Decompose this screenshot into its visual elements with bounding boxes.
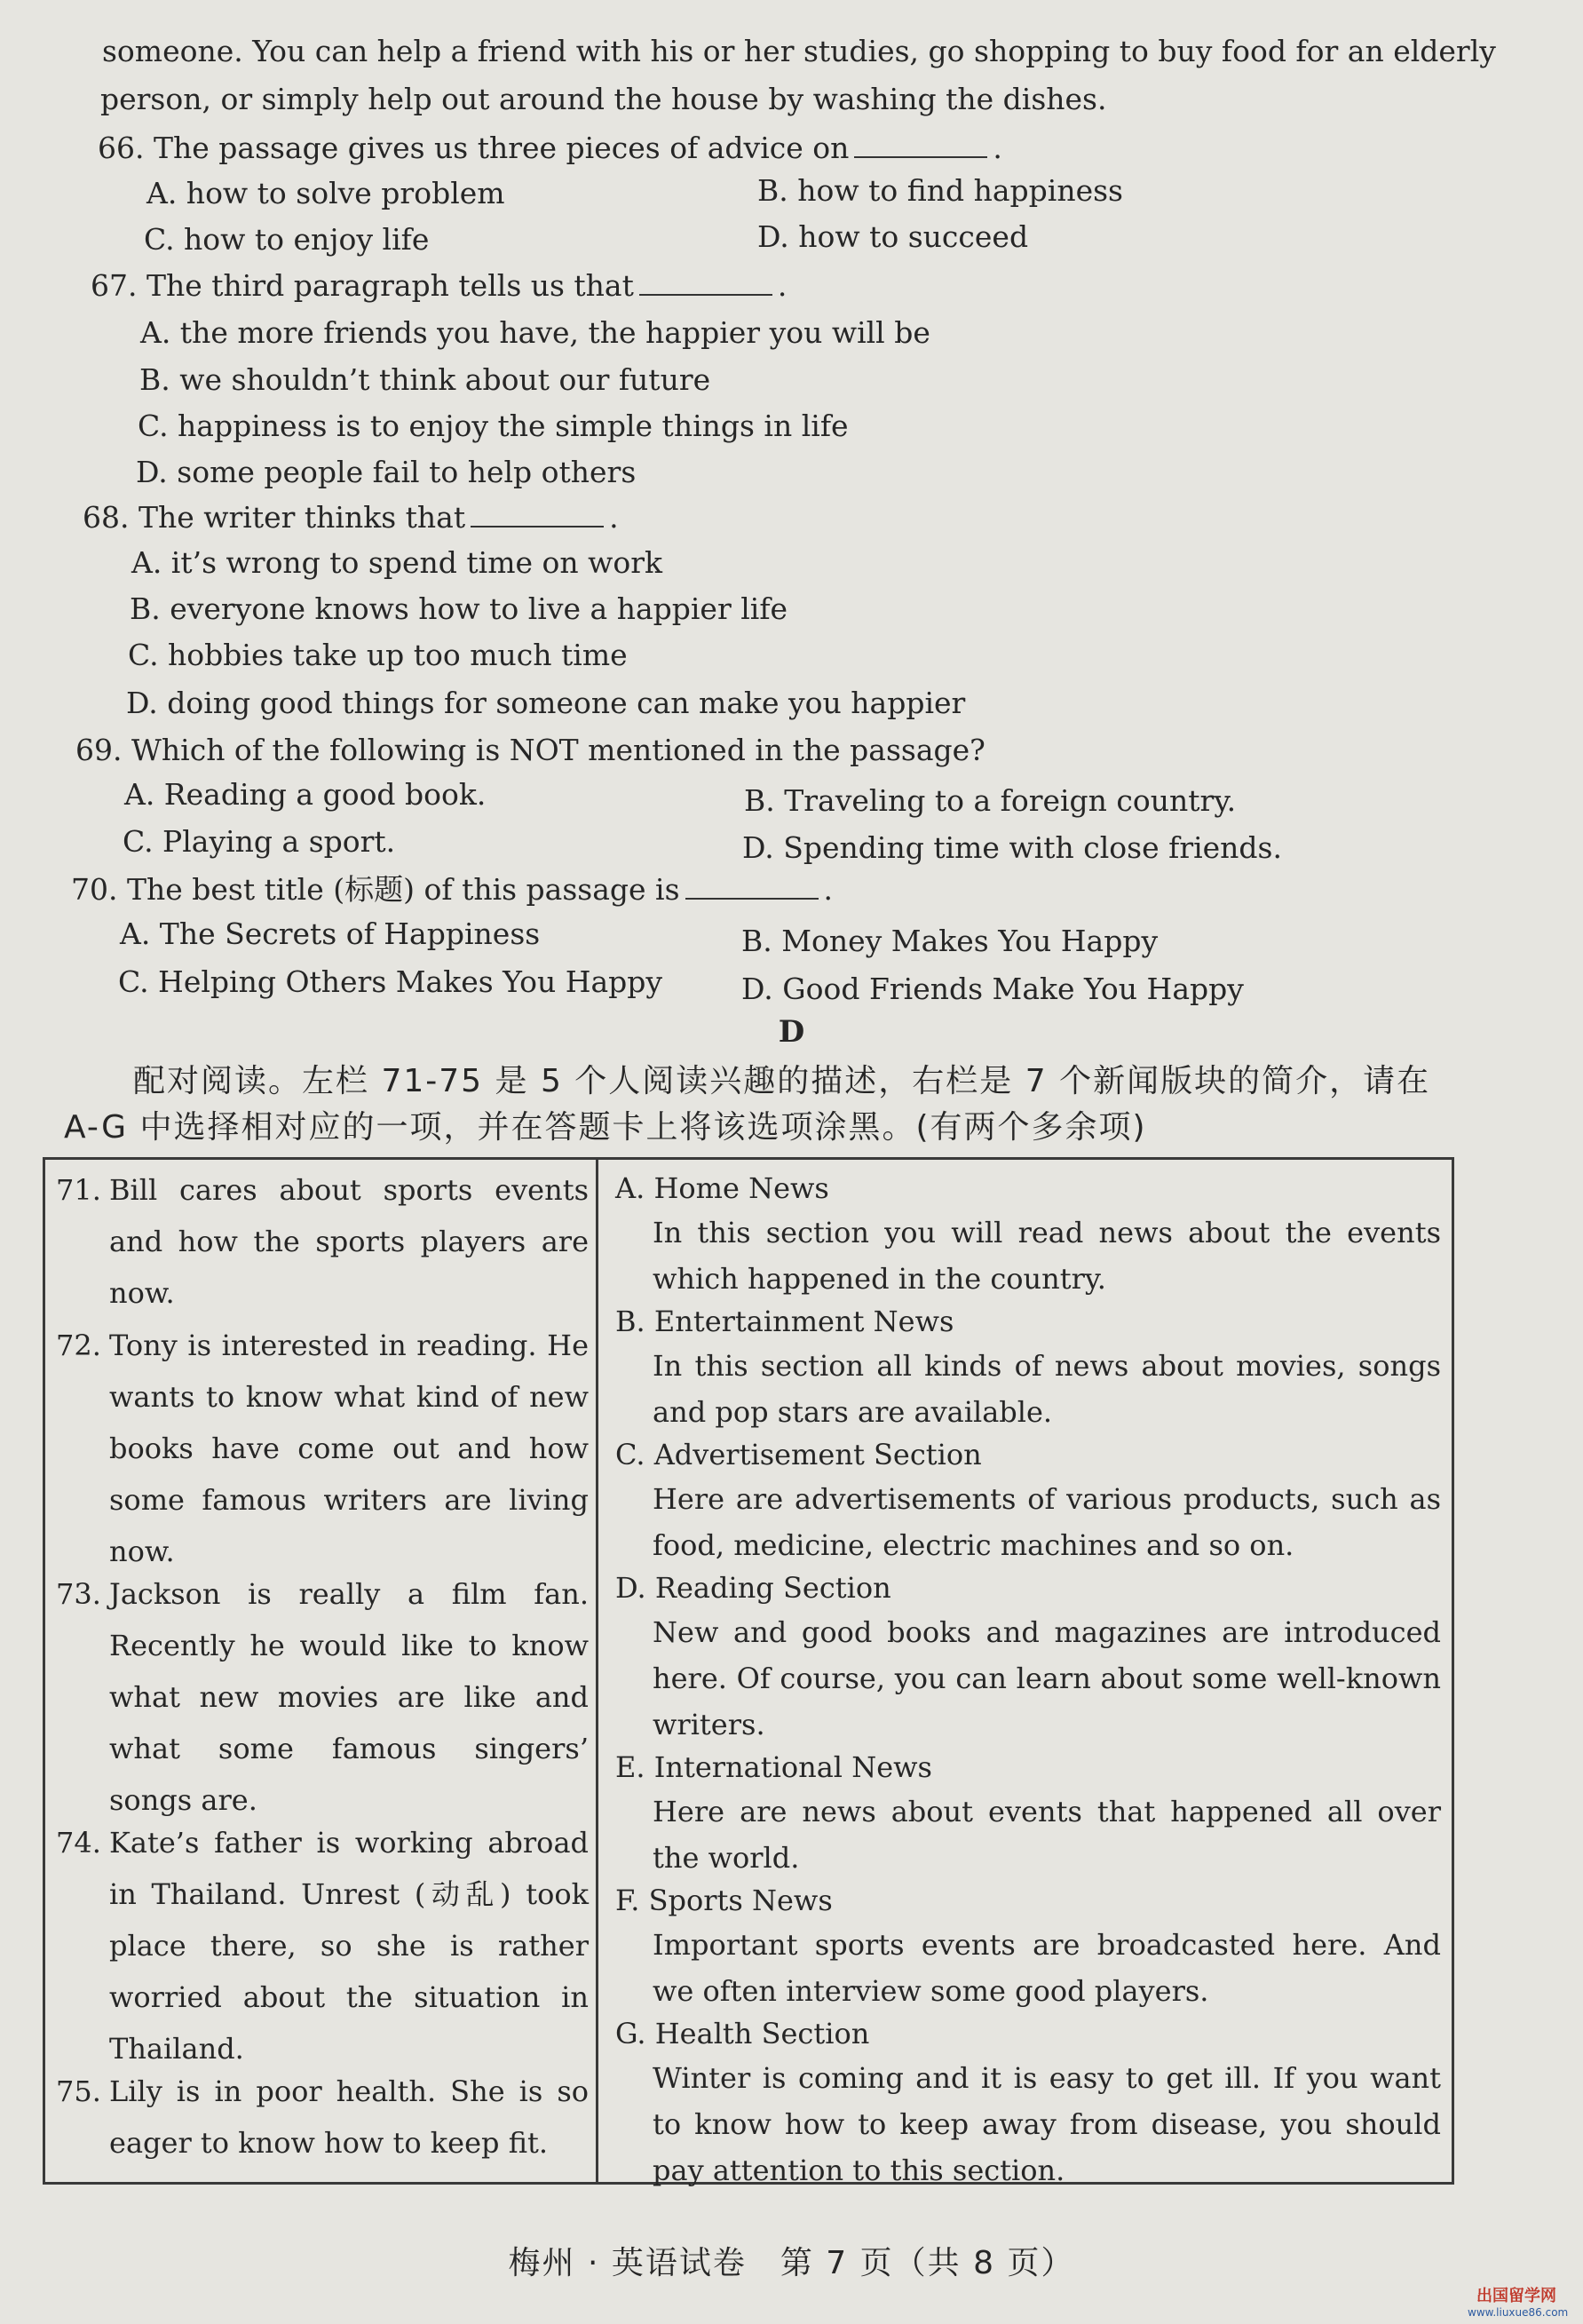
section-description: Here are news about events that happened all over the world. (653, 1795, 1441, 1875)
question-number: 69. (75, 733, 123, 767)
watermark-url: www.liuxue86.com (1468, 2306, 1569, 2319)
person-item (56, 2066, 589, 2169)
item-number: 74. (56, 1826, 101, 1860)
passage-text-line: someone. You can help a friend with his or her studies, go shopping to buy food for an elderly (102, 34, 1496, 68)
option-a: A. Reading a good book. (124, 777, 487, 812)
section-heading: G. Health Section (615, 2017, 870, 2050)
matching-table (43, 1157, 1454, 2185)
question-text: The best title (标题) of this passage is (126, 872, 680, 907)
item-number: 72. (56, 1329, 101, 1362)
item-number: 75. (56, 2074, 101, 2108)
option-c: C. happiness is to enjoy the simple things in life (138, 408, 849, 443)
question-number: 70. (71, 872, 118, 907)
item-number: 73. (56, 1577, 101, 1611)
person-item (56, 1817, 589, 2074)
item-text: Bill cares about sports events and how the sports players are now. (109, 1173, 589, 1310)
option-b: B. Money Makes You Happy (741, 924, 1159, 958)
section-instruction: A-G 中选择相对应的一项，并在答题卡上将该选项涂黑。(有两个多余项) (64, 1109, 1147, 1146)
section-description: In this section you will read news about the events which happened in the country. (653, 1216, 1441, 1296)
option-d: D. doing good things for someone can make you happier (126, 686, 966, 720)
section-heading: F. Sports News (615, 1884, 833, 1917)
news-section-item (615, 1879, 1441, 2014)
option-b: B. Traveling to a foreign country. (744, 783, 1237, 818)
item-text: Kate’s father is working abroad in Thailand. Unrest (动乱) took place there, so she is rather worried about the situation in Thailand. (109, 1826, 589, 2066)
question-end: . (993, 131, 1002, 165)
option-d: D. some people fail to help others (136, 455, 637, 489)
question-text: Which of the following is NOT mentioned in the passage? (131, 733, 985, 767)
answer-blank (854, 131, 987, 158)
person-item (56, 1568, 589, 1826)
section-letter: D (778, 1014, 805, 1050)
section-description: Important sports events are broadcasted here. And we often interview some good players. (653, 1928, 1441, 2008)
question-69-stem (75, 733, 985, 768)
item-text: Jackson is really a film fan. Recently he would like to know what new movies are like and what some famous singers’ songs are. (109, 1577, 589, 1817)
question-end: . (823, 872, 834, 907)
question-number: 67. (91, 268, 138, 303)
option-c: C. how to enjoy life (144, 222, 430, 257)
option-a: A. the more friends you have, the happier you will be (140, 315, 930, 350)
question-66-stem (98, 131, 1002, 166)
question-70-stem (71, 872, 833, 908)
section-description: In this section all kinds of news about movies, songs and pop stars are available. (653, 1349, 1441, 1429)
option-d: D. Spending time with close friends. (742, 830, 1282, 865)
section-description: Winter is coming and it is easy to get ill. If you want to know how to keep away from disease, you should pay attention to this section. (653, 2061, 1441, 2187)
option-b: B. we shouldn’t think about our future (139, 362, 711, 397)
question-text: The writer thinks that (138, 500, 466, 535)
option-d: D. how to succeed (757, 219, 1029, 254)
question-text: The third paragraph tells us that (146, 268, 634, 303)
option-d: D. Good Friends Make You Happy (741, 972, 1244, 1006)
question-end: . (777, 268, 788, 303)
item-text: Tony is interested in reading. He wants to know what kind of new books have come out and how some famous writers are living now. (109, 1329, 589, 1568)
question-number: 68. (83, 500, 130, 535)
section-heading: E. International News (615, 1750, 932, 1784)
answer-blank (685, 873, 819, 900)
table-divider (596, 1160, 598, 2182)
question-number: 66. (98, 131, 145, 165)
passage-text-line: person, or simply help out around the house by washing the dishes. (100, 82, 1107, 116)
option-a: A. The Secrets of Happiness (120, 916, 541, 951)
section-heading: B. Entertainment News (615, 1305, 954, 1338)
news-section-item (615, 1746, 1441, 1881)
option-b: B. everyone knows how to live a happier life (130, 591, 788, 626)
question-text: The passage gives us three pieces of advice on (153, 131, 850, 165)
news-section-item (615, 1167, 1441, 1302)
section-heading: C. Advertisement Section (615, 1438, 982, 1471)
option-a: A. how to solve problem (146, 176, 505, 210)
section-heading: A. Home News (615, 1171, 829, 1205)
item-number: 71. (56, 1173, 101, 1207)
option-a: A. it’s wrong to spend time on work (131, 545, 662, 580)
option-b: B. how to find happiness (757, 173, 1123, 208)
news-section-item (615, 1300, 1441, 1435)
news-section-item (615, 1433, 1441, 1568)
item-text: Lily is in poor health. She is so eager to know how to keep fit. (109, 2074, 589, 2160)
watermark-text: 出国留学网 (1476, 2287, 1556, 2305)
answer-blank (471, 501, 604, 527)
section-instruction: 配对阅读。左栏 71-75 是 5 个人阅读兴趣的描述，右栏是 7 个新闻版块的简介，请在 (133, 1063, 1431, 1099)
question-end: . (609, 500, 619, 535)
option-c: C. Playing a sport. (123, 824, 396, 859)
person-item (56, 1320, 589, 1577)
question-67-stem (91, 268, 787, 304)
section-description: Here are advertisements of various products, such as food, medicine, electric machines and so on. (653, 1482, 1441, 1562)
option-c: C. hobbies take up too much time (128, 638, 628, 672)
answer-blank (639, 269, 772, 296)
person-item (56, 1164, 589, 1319)
section-description: New and good books and magazines are introduced here. Of course, you can learn about some well-known writers. (653, 1615, 1441, 1741)
question-68-stem (83, 500, 619, 535)
page-footer: 梅州 · 英语试卷 第 7 页（共 8 页） (508, 2245, 1075, 2281)
news-section-item (615, 2012, 1441, 2193)
section-heading: D. Reading Section (615, 1571, 891, 1605)
option-c: C. Helping Others Makes You Happy (118, 964, 663, 999)
news-section-item (615, 1567, 1441, 1748)
site-watermark-logo (1468, 2283, 1569, 2319)
